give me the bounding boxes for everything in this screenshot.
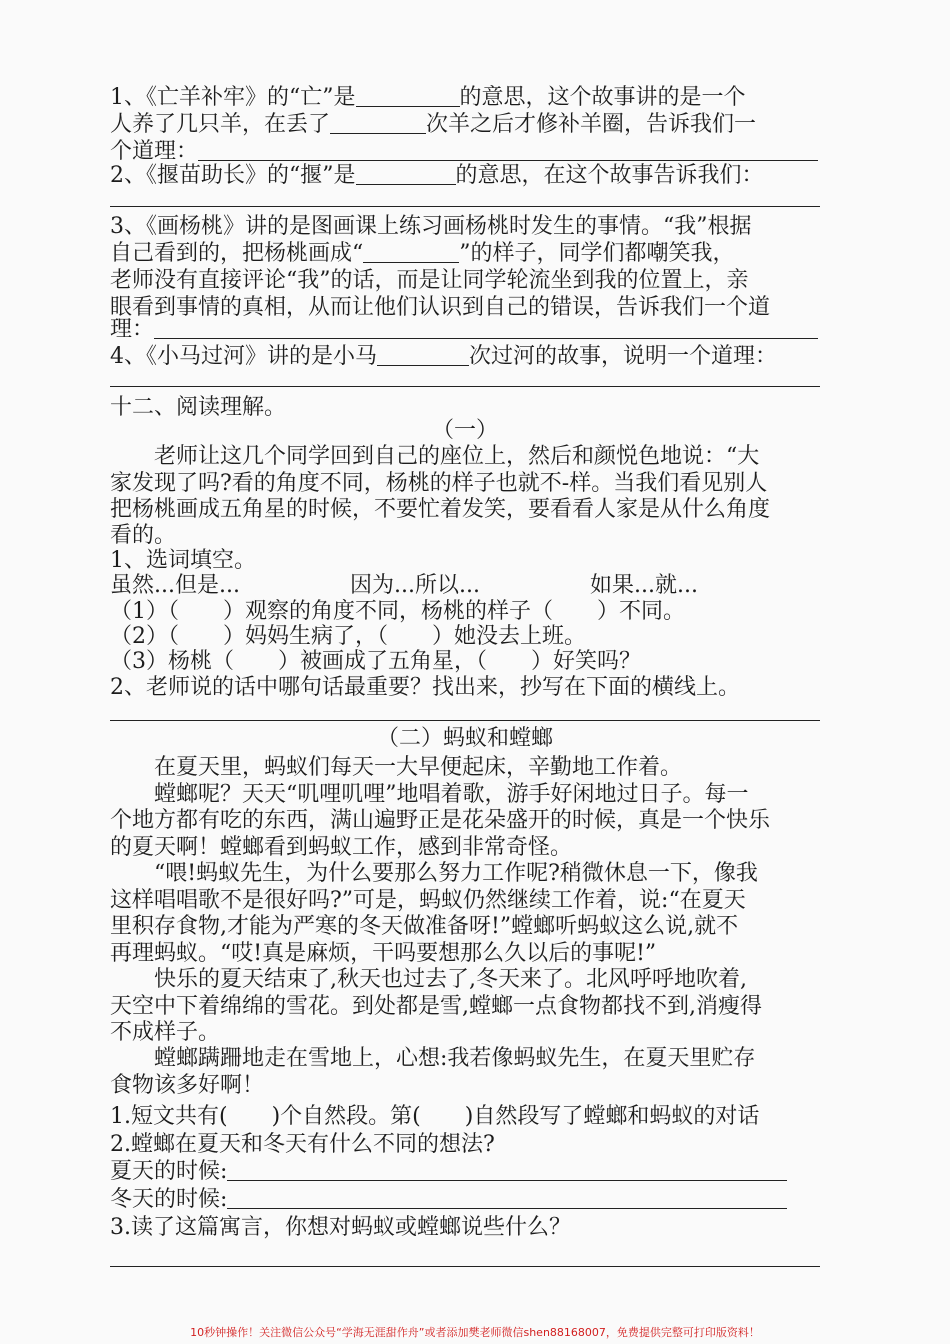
passage-1-line-2: 家发现了吗?看的角度不同，杨桃的样子也就不-样。当我们看见别人 — [110, 471, 768, 496]
section-12-heading: 十二、阅读理解。 — [110, 395, 287, 420]
footer-promo-text: 10秒钟操作！关注微信公众号“学海无涯甜作舟”或者添加樊老师微信shen88168007，免费提供完整可打印版资料！ — [190, 1326, 760, 1339]
q1-blank-2[interactable] — [330, 111, 426, 134]
passage-2-line-12: 螳螂蹒跚地走在雪地上，心想:我若像蚂蚁先生，在夏天里贮存 — [154, 1046, 756, 1071]
fill-item-3: （3）杨桃（ ）被画成了五角星，（ ）好笑吗？ — [110, 649, 641, 674]
passage-2-title: （二）蚂蚁和螳螂 — [376, 726, 553, 751]
fill-item-1: （1）（ ）观察的角度不同，杨桃的样子（ ）不同。 — [110, 599, 685, 624]
word-option-1: 虽然...但是... — [110, 573, 240, 598]
passage-2-question-2: 2.螳螂在夏天和冬天有什么不同的想法? — [110, 1132, 495, 1157]
passage-2-line-5: “喂!蚂蚁先生，为什么要那么努力工作呢?稍微休息一下，像我 — [154, 861, 758, 886]
q3-line-4: 眼看到事情的真相，从而让他们认识到自己的错误，告诉我们一个道 — [110, 295, 771, 320]
passage-2-line-10: 天空中下着绵绵的雪花。到处都是雪,螳螂一点食物都找不到,消瘦得 — [110, 994, 762, 1019]
q4-answer-line[interactable] — [110, 386, 820, 387]
q2-blank-1[interactable] — [356, 162, 456, 185]
q3-answer-line[interactable] — [154, 316, 818, 339]
q3-line-2: 自己看到的，把杨桃画成“ ”的样子，同学们都嘲笑我， — [110, 241, 735, 266]
q1-blank-1[interactable] — [356, 84, 460, 107]
q4-line-1: 4、《小马过河》讲的是小马 次过河的故事，说明一个道理： — [110, 344, 778, 369]
q1-line-2: 人养了几只羊，在丢了 次羊之后才修补羊圈，告诉我们一 — [110, 112, 757, 137]
passage-2-line-4: 的夏天啊！螳螂看到蚂蚁工作，感到非常奇怪。 — [110, 835, 573, 860]
passage-2-line-3: 个地方都有吃的东西，满山遍野正是花朵盛开的时候，真是一个快乐 — [110, 808, 771, 833]
passage-2-line-8: 再理蚂蚁。“哎!真是麻烦，干吗要想那么久以后的事呢!” — [110, 941, 657, 966]
passage-1-line-4: 看的。 — [110, 523, 177, 548]
passage-1-line-1: 老师让这几个同学回到自己的座位上，然后和颜悦色地说：“大 — [154, 444, 760, 469]
summer-answer-line[interactable] — [227, 1158, 787, 1181]
word-options — [110, 572, 820, 600]
passage-1-answer-line[interactable] — [110, 720, 820, 721]
passage-2-answer-line[interactable] — [110, 1266, 820, 1267]
word-option-2: 因为...所以... — [350, 573, 480, 598]
passage-2-line-2: 螳螂呢？天天“叽哩叽哩”地唱着歌，游手好闲地过日子。每一 — [154, 782, 749, 807]
passage-1-line-3: 把杨桃画成五角星的时候，不要忙着发笑，要看看人家是从什么角度 — [110, 497, 771, 522]
passage-2-line-7: 里积存食物,才能为严寒的冬天做准备呀!”螳螂听蚂蚁这么说,就不 — [110, 914, 739, 939]
q3-line-5: 理： — [110, 316, 820, 344]
winter-answer-line[interactable] — [227, 1186, 787, 1209]
passage-1-title: （一） — [431, 418, 498, 443]
q1-answer-line[interactable] — [198, 138, 818, 161]
passage-1-question-2: 2、老师说的话中哪句话最重要？找出来，抄写在下面的横线上。 — [110, 675, 740, 700]
q4-blank-1[interactable] — [377, 343, 469, 366]
q3-blank-1[interactable] — [363, 240, 459, 263]
q1-line-1: 1、《亡羊补牢》的“亡”是 的意思，这个故事讲的是一个 — [110, 85, 746, 110]
passage-1-question-1: 1、选词填空。 — [110, 548, 256, 573]
passage-2-question-1: 1.短文共有( )个自然段。第( )自然段写了螳螂和蚂蚁的对话 — [110, 1104, 760, 1129]
q2-answer-line[interactable] — [110, 206, 820, 207]
q1-line-3: 个道理： — [110, 138, 820, 166]
passage-2-line-13: 食物该多好啊！ — [110, 1073, 265, 1098]
passage-2-line-11: 不成样子。 — [110, 1020, 221, 1045]
passage-2-line-6: 这样唱唱歌不是很好吗?”可是，蚂蚁仍然继续工作着，说:“在夏天 — [110, 888, 746, 913]
fill-item-2: （2）（ ）妈妈生病了，（ ）她没去上班。 — [110, 624, 586, 649]
word-option-3: 如果...就... — [590, 573, 698, 598]
passage-2-question-3: 3.读了这篇寓言，你想对蚂蚁或螳螂说些什么？ — [110, 1215, 571, 1240]
q2-line-1: 2、《揠苗助长》的“揠”是 的意思，在这个故事告诉我们： — [110, 163, 764, 188]
winter-answer-row: 冬天的时候: — [110, 1186, 820, 1214]
passage-2-line-9: 快乐的夏天结束了,秋天也过去了,冬天来了。北风呼呼地吹着, — [154, 967, 747, 992]
summer-answer-row: 夏天的时候: — [110, 1158, 820, 1186]
q3-line-3: 老师没有直接评论“我”的话，而是让同学轮流坐到我的位置上，亲 — [110, 268, 749, 293]
q3-line-1: 3、《画杨桃》讲的是图画课上练习画杨桃时发生的事情。“我”根据 — [110, 214, 752, 239]
passage-2-line-1: 在夏天里，蚂蚁们每天一大早便起床，辛勤地工作着。 — [154, 755, 683, 780]
